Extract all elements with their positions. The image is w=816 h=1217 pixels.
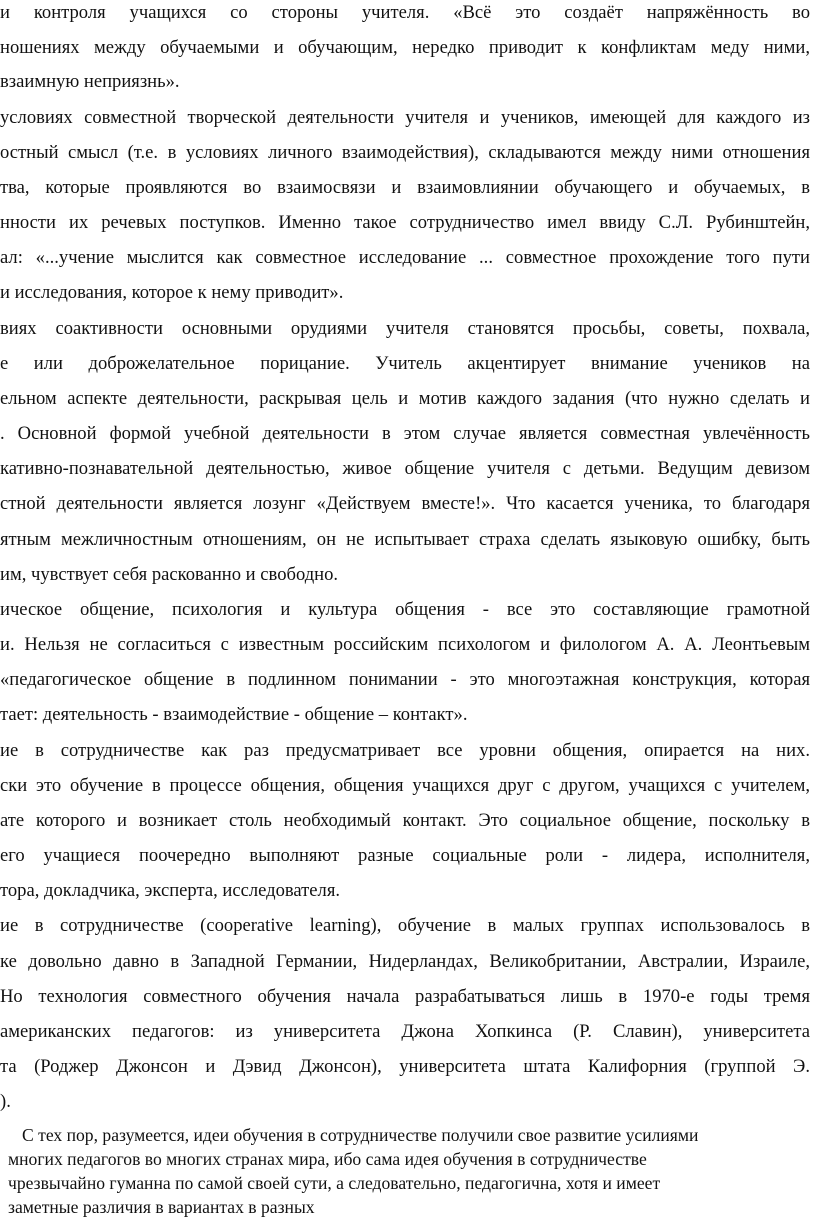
text-line: и контроля учащихся со стороны учителя. «Всё это создаёт напряжённость во (0, 2, 810, 23)
text-line: стной деятельности является лозунг «Действуем вместе!». Что касается ученика, то благодаря (0, 493, 810, 514)
text-line: ельном аспекте деятельности, раскрывая цель и мотив каждого задания (что нужно сделать и (0, 388, 810, 409)
text-line: ятным межличностным отношениям, он не испытывает страха сделать языковую ошибку, быть (0, 529, 810, 550)
text-line: ски это обучение в процессе общения, общения учащихся друг с другом, учащихся с учителем, (0, 775, 810, 796)
text-line: и. Нельзя не согласиться с известным российским психологом и филологом А. А. Леонтьевым (0, 634, 810, 655)
text-line: ическое общение, психология и культура общения - все это составляющие грамотной (0, 599, 810, 620)
text-line: заметные различия в вариантах в разных (8, 1197, 315, 1217)
text-line: тора, докладчика, эксперта, исследователя. (0, 880, 341, 901)
text-line: взаимную неприязнь». (0, 71, 180, 92)
text-line: е или доброжелательное порицание. Учитель акцентирует внимание учеников на (0, 353, 810, 374)
text-line: чрезвычайно гуманна по самой своей сути, а следовательно, педагогична, хотя и имеет (8, 1173, 661, 1193)
text-line: его учащиеся поочередно выполняют разные социальные роли - лидера, исполнителя, (0, 845, 810, 866)
text-line: им, чувствует себя раскованно и свободно. (0, 564, 339, 585)
text-line: та (Роджер Джонсон и Дэвид Джонсон), университета штата Калифорния (группой Э. (0, 1056, 810, 1077)
text-line: ал: «...учение мыслится как совместное исследование ... совместное прохождение того пути (0, 247, 810, 268)
text-line: ате которого и возникает столь необходимый контакт. Это социальное общение, поскольку в (0, 810, 810, 831)
text-line: нности их речевых поступков. Именно такое сотрудничество имел ввиду С.Л. Рубинштейн, (0, 212, 810, 233)
text-line: «педагогическое общение в подлинном понимании - это многоэтажная конструкция, которая (0, 669, 810, 690)
text-line: ношениях между обучаемыми и обучающим, нередко приводит к конфликтам меду ними, (0, 37, 810, 58)
text-line: американских педагогов: из университета Джона Хопкинса (Р. Славин), университета (0, 1021, 810, 1042)
text-line: Но технология совместного обучения начала разрабатываться лишь в 1970-е годы тремя (0, 986, 810, 1007)
text-line: ие в сотрудничестве (cooperative learning), обучение в малых группах использовалось в (0, 915, 810, 936)
text-line: тает: деятельность - взаимодействие - общение – контакт». (0, 704, 468, 725)
text-line: ). (0, 1091, 11, 1112)
text-line: ке довольно давно в Западной Германии, Нидерландах, Великобритании, Австралии, Израиле, (0, 951, 810, 972)
text-line: ие в сотрудничестве как раз предусматривает все уровни общения, опирается на них. (0, 740, 810, 761)
text-line: и исследования, которое к нему приводит». (0, 282, 344, 303)
text-line: виях соактивности основными орудиями учителя становятся просьбы, советы, похвала, (0, 318, 810, 339)
text-line: остный смысл (т.е. в условиях личного взаимодействия), складываются между ними отношения (0, 142, 810, 163)
text-line: многих педагогов во многих странах мира, ибо сама идея обучения в сотрудничестве (8, 1149, 647, 1169)
text-line: тва, которые проявляются во взаимосвязи и взаимовлиянии обучающего и обучаемых, в (0, 177, 810, 198)
text-line: кативно-познавательной деятельностью, живое общение учителя с детьми. Ведущим девизом (0, 458, 810, 479)
text-line: С тех пор, разумеется, идеи обучения в сотрудничестве получили свое развитие усилиями (0, 1125, 699, 1145)
text-line: . Основной формой учебной деятельности в этом случае является совместная увлечённость (0, 423, 810, 444)
text-line: условиях совместной творческой деятельности учителя и учеников, имеющей для каждого из (0, 107, 810, 128)
